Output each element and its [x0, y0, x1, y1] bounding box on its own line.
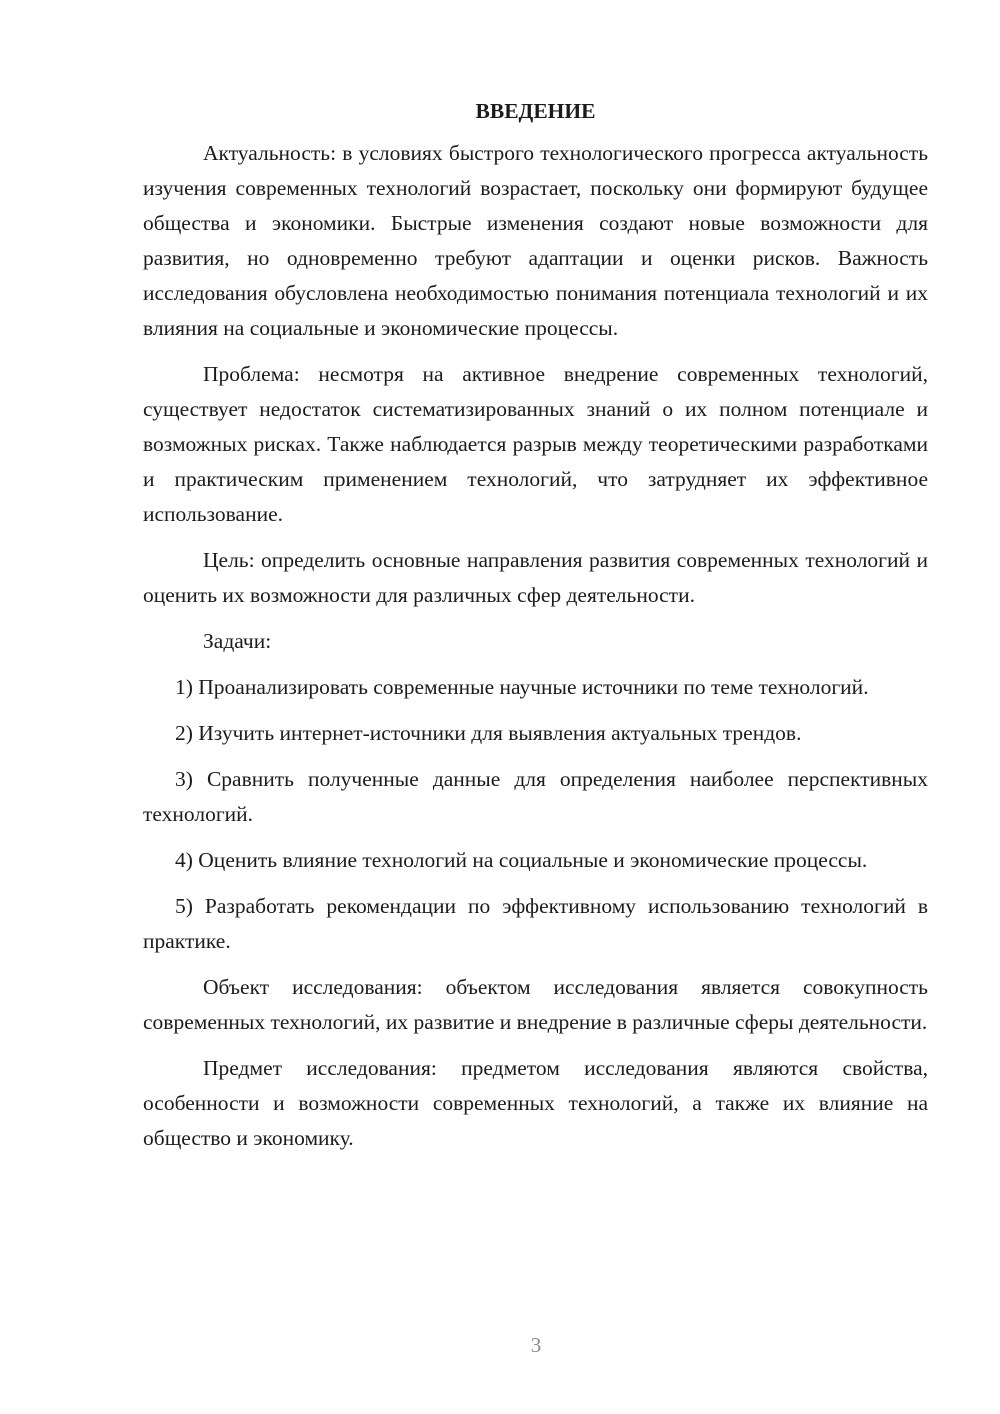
goal-paragraph: Цель: определить основные направления развития современных технологий и оценить их возможности для различных сфер деятельности.: [143, 548, 928, 607]
task-item-2: 2) Изучить интернет-источники для выявления актуальных трендов.: [175, 721, 802, 745]
tasks-list: [143, 670, 928, 959]
tasks-label: Задачи:: [203, 629, 272, 653]
task-item-4: 4) Оценить влияние технологий на социальные и экономические процессы.: [175, 848, 868, 872]
subject-paragraph: Предмет исследования: предметом исследования являются свойства, особенности и возможности современных технологий, а также их влияние на общество и экономику.: [143, 1056, 928, 1150]
task-item-1: 1) Проанализировать современные научные источники по теме технологий.: [175, 675, 869, 699]
problem-paragraph: Проблема: несмотря на активное внедрение современных технологий, существует недостаток систематизированных знаний о их полном потенциале и возможных рисках. Также наблюдается разрыв между теоретическими разработками и практическим применением технологий, что затрудняет их эффективное использование.: [143, 362, 928, 526]
object-paragraph: Объект исследования: объектом исследования является совокупность современных технологий, их развитие и внедрение в различные сферы деятельности.: [143, 975, 928, 1034]
task-item-3: 3) Сравнить полученные данные для определения наиболее перспективных технологий.: [143, 767, 928, 826]
task-item-5: 5) Разработать рекомендации по эффективному использованию технологий в практике.: [143, 894, 928, 953]
relevance-paragraph: Актуальность: в условиях быстрого технологического прогресса актуальность изучения современных технологий возрастает, поскольку они формируют будущее общества и экономики. Быстрые изменения создают новые возможности для развития, но одновременно требуют адаптации и оценки рисков. Важность исследования обусловлена необходимостью понимания потенциала технологий и их влияния на социальные и экономические процессы.: [143, 141, 928, 340]
page-title: ВВЕДЕНИЕ: [475, 99, 596, 123]
page-number: 3: [530, 1333, 542, 1357]
page-content: [143, 96, 928, 1167]
